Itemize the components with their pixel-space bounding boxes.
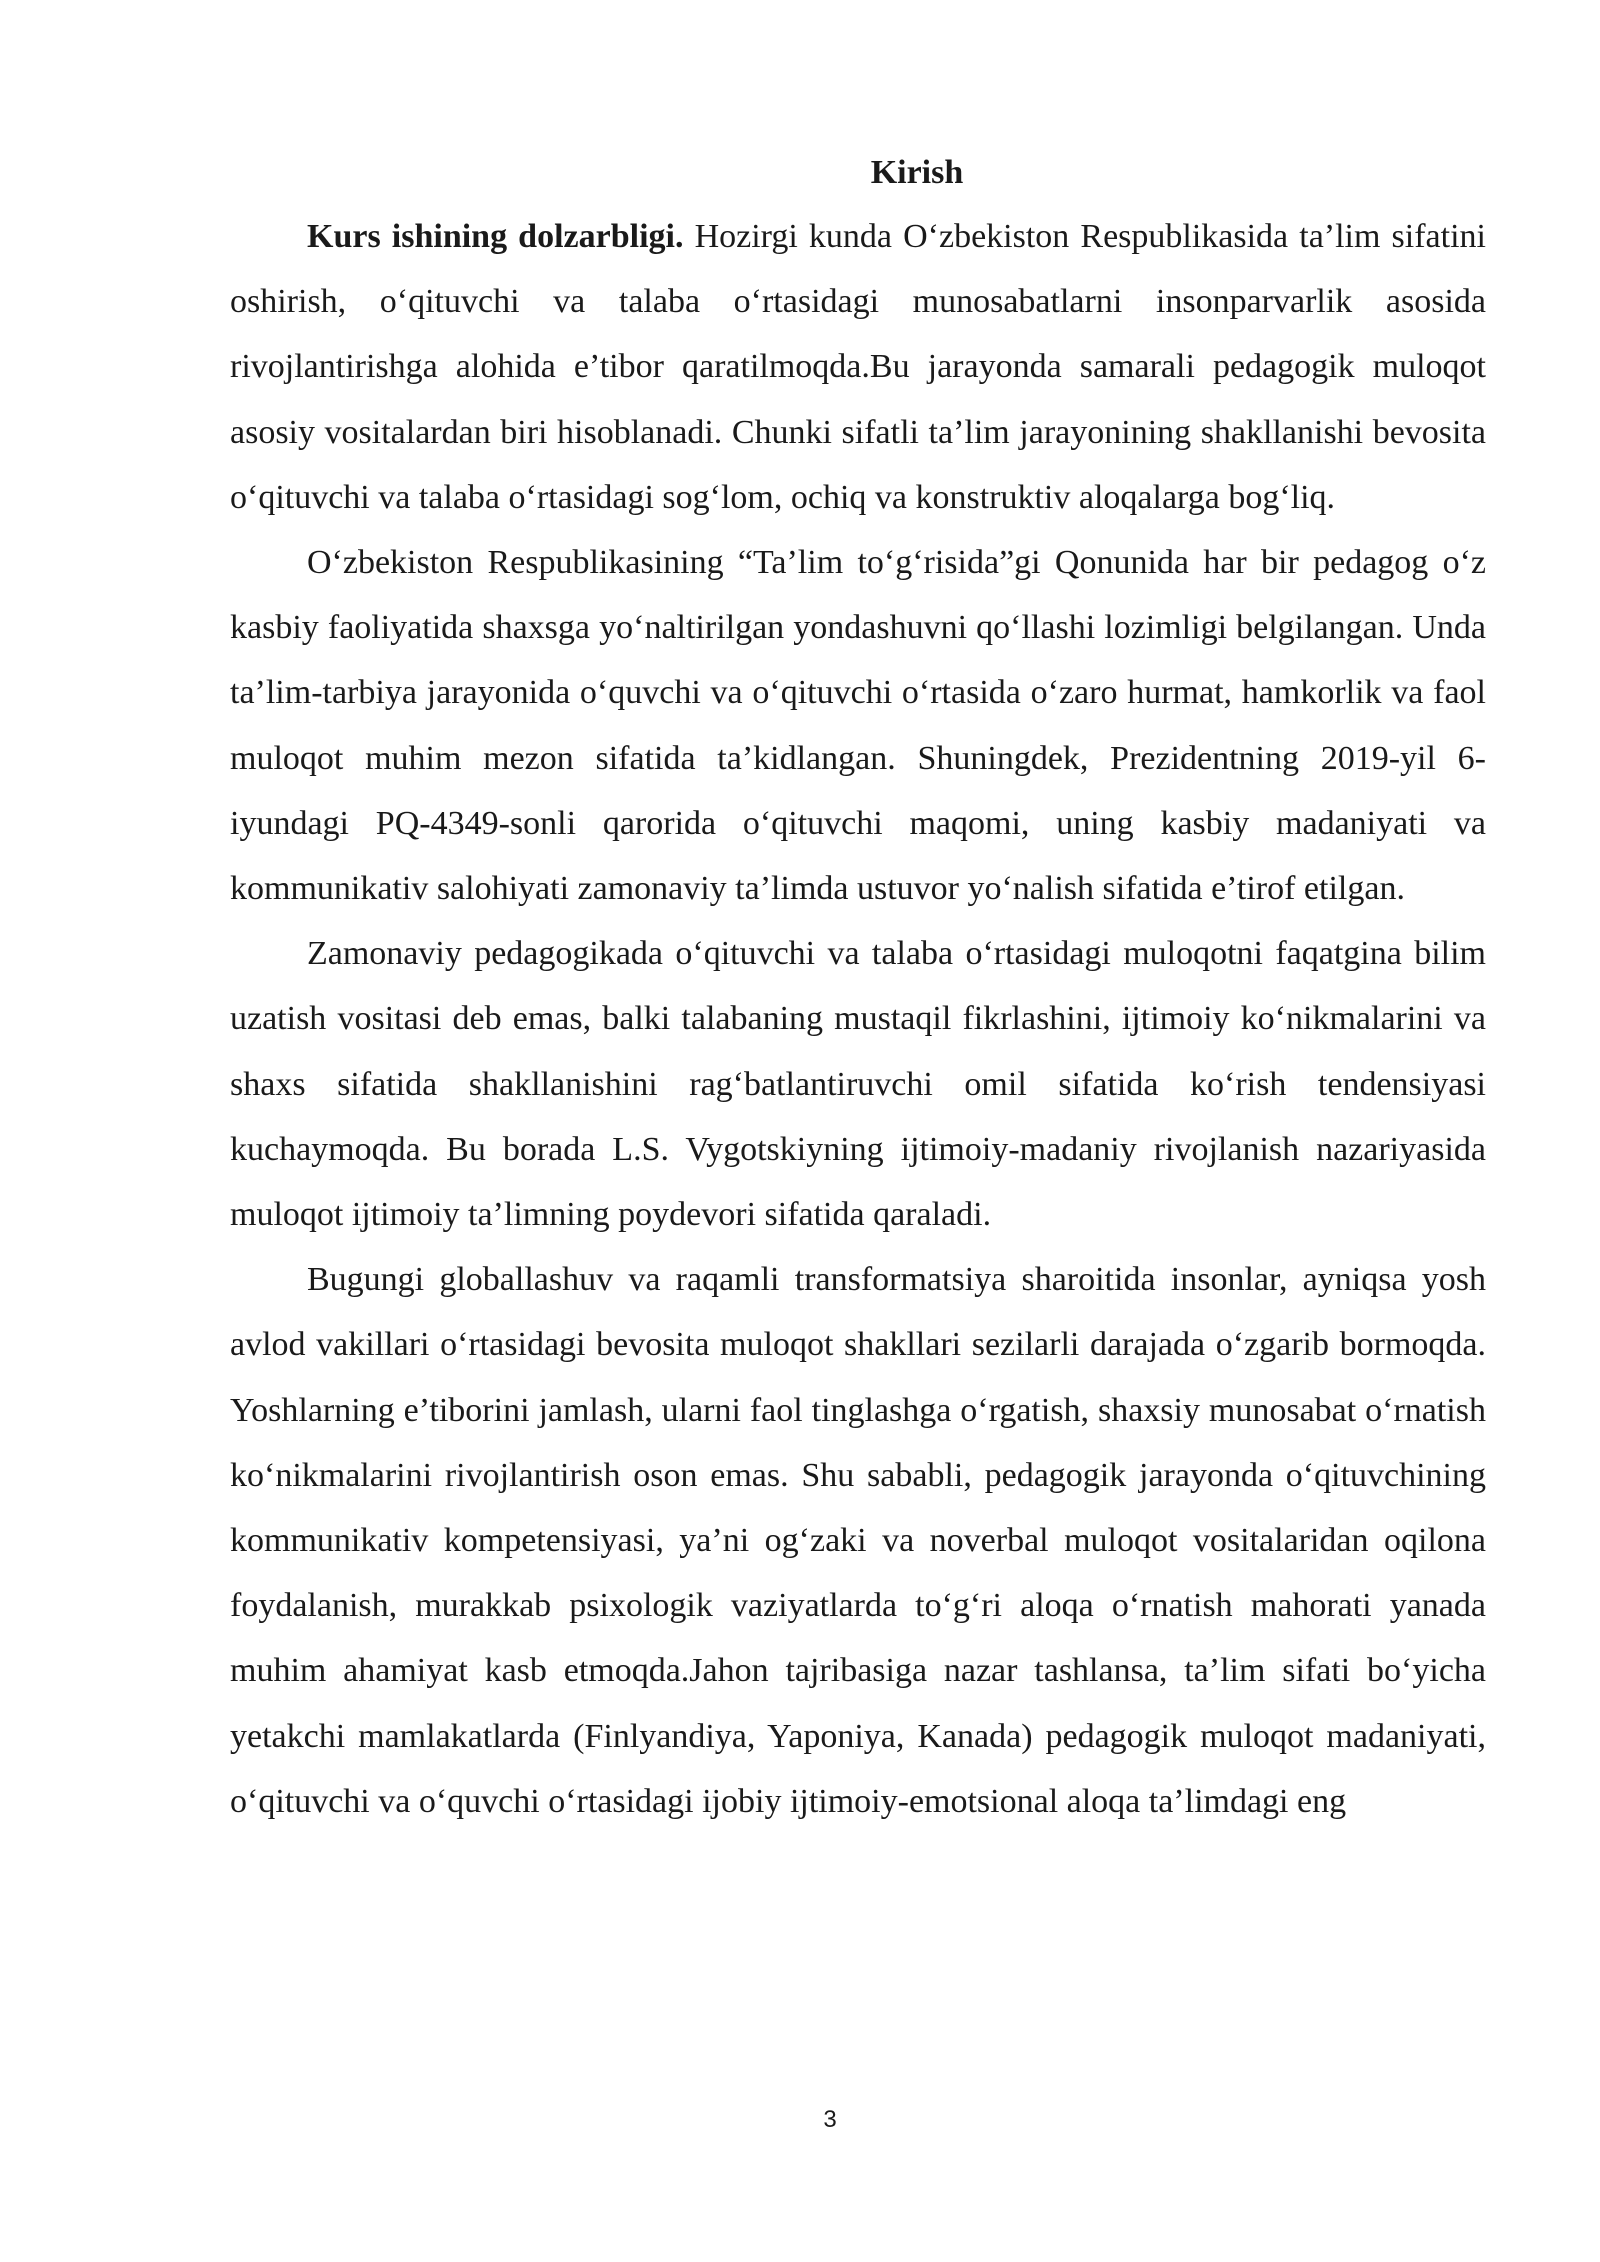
paragraph-modern-pedagogy: Zamonaviy pedagogikada o‘qituvchi va talaba o‘rtasidagi muloqotni faqatgina bilim uzatish vositasi deb emas, balki talabaning mustaqil fikrlashini, ijtimoiy ko‘nikmalarini va shaxs sifatida shakllanishini rag‘batlantiruvchi omil sifatida ko‘rish tendensiyasi kuchaymoqda. Bu borada L.S. Vygotskiyning ijtimoiy-madaniy rivojlanish nazariyasida muloqot ijtimoiy ta’limning poydevori sifatida qaraladi. bbox=[230, 935, 1486, 1234]
page-content bbox=[230, 140, 1486, 1834]
paragraph-globalization: Bugungi globallashuv va raqamli transformatsiya sharoitida insonlar, ayniqsa yosh avlod vakillari o‘rtasidagi bevosita muloqot shakllari sezilarli darajada o‘zgarib bormoqda. Yoshlarning e’tiborini jamlash, ularni faol tinglashga o‘rgatish, shaxsiy munosabat o‘rnatish ko‘nikmalarini rivojlantirish oson emas. Shu sababli, pedagogik jarayonda o‘qituvchining kommunikativ kompetensiyasi, ya’ni og‘zaki va noverbal muloqot vositalaridan oqilona foydalanish, murakkab psixologik vaziyatlarda to‘g‘ri aloqa o‘rnatish mahorati yanada muhim ahamiyat kasb etmoqda.Jahon tajribasiga nazar tashlansa, ta’lim sifati bo‘yicha yetakchi mamlakatlarda (Finlyandiya, Yaponiya, Kanada) pedagogik muloqot madaniyati, o‘qituvchi va o‘quvchi o‘rtasidagi ijobiy ijtimoiy-emotsional aloqa ta’limdagi eng bbox=[230, 1261, 1486, 1820]
page-number: 3 bbox=[823, 2106, 837, 2133]
paragraph-law: O‘zbekiston Respublikasining “Ta’lim to‘g‘risida”gi Qonunida har bir pedagog o‘z kasbiy faoliyatida shaxsga yo‘naltirilgan yondashuvni qo‘llashi lozimligi belgilangan. Unda ta’lim-tarbiya jarayonida o‘quvchi va o‘qituvchi o‘rtasida o‘zaro hurmat, hamkorlik va faol muloqot muhim mezon sifatida ta’kidlangan. Shuningdek, Prezidentning 2019-yil 6-iyundagi PQ-4349-sonli qarorida o‘qituvchi maqomi, uning kasbiy madaniyati va kommunikativ salohiyati zamonaviy ta’limda ustuvor yo‘nalish sifatida e’tirof etilgan. bbox=[230, 544, 1486, 908]
paragraph-text: Hozirgi kunda O‘zbekiston Respublikasida ta’lim sifatini oshirish, o‘qituvchi va talaba o‘rtasidagi munosabatlarni insonparvarlik asosida rivojlantirishga alohida e’tibor qaratilmoqda.Bu jarayonda samarali pedagogik muloqot asosiy vositalardan biri hisoblanadi. Chunki sifatli ta’lim jarayonining shakllanishi bevosita o‘qituvchi va talaba o‘rtasidagi sog‘lom, ochiq va konstruktiv aloqalarga bog‘liq. bbox=[230, 218, 1486, 516]
section-title: Kirish bbox=[870, 154, 964, 191]
paragraph-relevance bbox=[230, 204, 1486, 530]
paragraph-lead: Kurs ishining dolzarbligi. bbox=[307, 218, 684, 255]
